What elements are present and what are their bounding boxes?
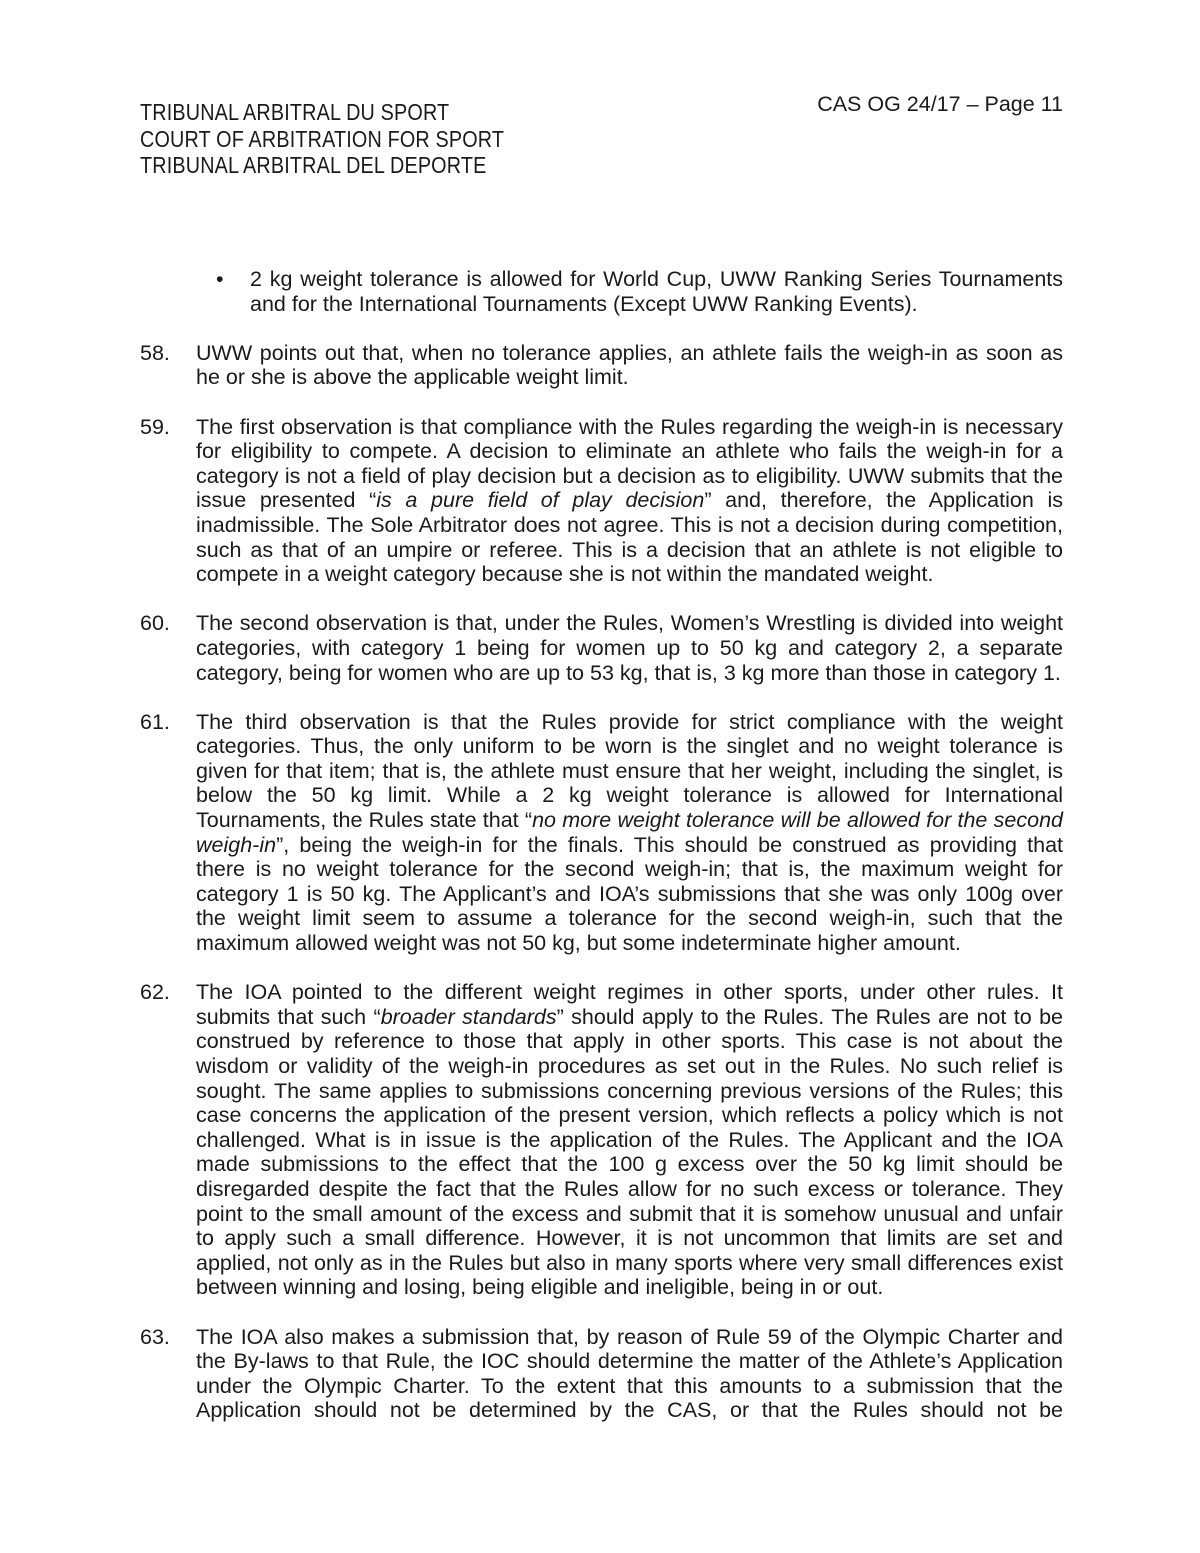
text-segment: The second observation is that, under the Rules, Women’s Wrestling is divided into weight categories, with category 1 being for women up to 50 kg and category 2, a separate category, being for women who are up to 53 kg, that is, 3 kg more than those in category 1. xyxy=(196,611,1063,685)
paragraph-text xyxy=(196,1325,1063,1423)
bullet-item-text: 2 kg weight tolerance is allowed for World Cup, UWW Ranking Series Tournaments and for the International Tournaments (Except UWW Ranking Events). xyxy=(250,267,1063,316)
paragraph-text xyxy=(196,341,1063,390)
numbered-paragraph xyxy=(140,980,1063,1300)
numbered-paragraph xyxy=(140,1325,1063,1423)
numbered-paragraph xyxy=(140,611,1063,685)
paragraph-number: 61. xyxy=(140,709,170,734)
numbered-paragraph xyxy=(140,415,1063,587)
italic-quote-segment: no more weight tolerance will be allowed for the second weigh-in xyxy=(196,808,1063,857)
paragraph-text xyxy=(196,415,1063,587)
italic-quote-segment: is a pure field of play decision xyxy=(376,488,705,513)
document-body xyxy=(140,267,1063,1423)
text-segment: The first observation is that compliance with the Rules regarding the weigh-in is necessary for eligibility to compete. A decision to eliminate an athlete who fails the weigh-in for a category is not a field of play decision but a decision as to eligibility. UWW submits that the issue presented “ xyxy=(196,414,1063,513)
court-names-block xyxy=(140,99,504,179)
text-segment: ” and, therefore, the Application is inadmissible. The Sole Arbitrator does not agree. This is not a decision during competition, such as that of an umpire or referee. This is a decision that an athlete is not eligible to compete in a weight category because she is not within the mandated weight. xyxy=(196,488,1063,587)
case-page-reference: CAS OG 24/17 – Page 11 xyxy=(817,92,1063,116)
paragraph-text xyxy=(196,710,1063,956)
paragraph-number: 58. xyxy=(140,340,170,365)
text-segment: The IOA pointed to the different weight regimes in other sports, under other rules. It submits that such “ xyxy=(196,980,1063,1029)
italic-quote-segment: broader standards xyxy=(380,1004,557,1029)
bullet-list-item xyxy=(216,267,1063,316)
text-segment: UWW points out that, when no tolerance applies, an athlete fails the weigh-in as soon as he or she is above the applicable weight limit. xyxy=(196,340,1063,390)
paragraph-number: 60. xyxy=(140,611,170,636)
paragraph-number: 59. xyxy=(140,414,170,439)
text-segment: ” should apply to the Rules. The Rules are not to be construed by reference to those that apply in other sports. This case is not about the wisdom or validity of the weigh-in procedures as set out in the Rules. No such relief is sought. The same applies to submissions concerning previous versions of the Rules; this case concerns the application of the present version, which reflects a policy which is not challenged. What is in issue is the application of the Rules. The Applicant and the IOA made submissions to the effect that the 100 g excess over the 50 kg limit should be disregarded despite the fact that the Rules allow for no such excess or tolerance. They point to the small amount of the excess and submit that it is somehow unusual and unfair to apply such a small difference. However, it is not uncommon that limits are set and applied, not only as in the Rules but also in many sports where very small differences exist between winning and losing, being eligible and ineligible, being in or out. xyxy=(196,1004,1063,1300)
text-segment: The third observation is that the Rules provide for strict compliance with the weight categories. Thus, the only uniform to be worn is the singlet and no weight tolerance is given for that item; that is, the athlete must ensure that her weight, including the singlet, is below the 50 kg limit. While a 2 kg weight tolerance is allowed for International Tournaments, the Rules state that “ xyxy=(196,709,1063,833)
text-segment: The IOA also makes a submission that, by reason of Rule 59 of the Olympic Charter and the By-laws to that Rule, the IOC should determine the matter of the Athlete’s Application under the Olympic Charter. To the extent that this amounts to a submission that the Application should not be determined by the CAS, or that the Rules should not be xyxy=(196,1324,1063,1423)
court-name-line: TRIBUNAL ARBITRAL DU SPORT xyxy=(140,99,450,125)
court-name-line: TRIBUNAL ARBITRAL DEL DEPORTE xyxy=(140,152,487,178)
paragraph-text xyxy=(196,611,1063,685)
numbered-paragraph-list xyxy=(140,341,1063,1423)
numbered-paragraph xyxy=(140,710,1063,956)
bullet-icon: • xyxy=(216,267,224,291)
numbered-paragraph xyxy=(140,341,1063,390)
court-name-line: COURT OF ARBITRATION FOR SPORT xyxy=(140,125,505,152)
paragraph-text xyxy=(196,980,1063,1300)
paragraph-number: 63. xyxy=(140,1324,170,1349)
paragraph-number: 62. xyxy=(140,980,170,1005)
text-segment: ”, being the weigh-in for the finals. This should be construed as providing that there is no weight tolerance for the second weigh-in; that is, the maximum weight for category 1 is 50 kg. The Applicant’s and IOA’s submissions that she was only 100g over the weight limit seem to assume a tolerance for the second weigh-in, such that the maximum allowed weight was not 50 kg, but some indeterminate higher amount. xyxy=(196,832,1063,956)
